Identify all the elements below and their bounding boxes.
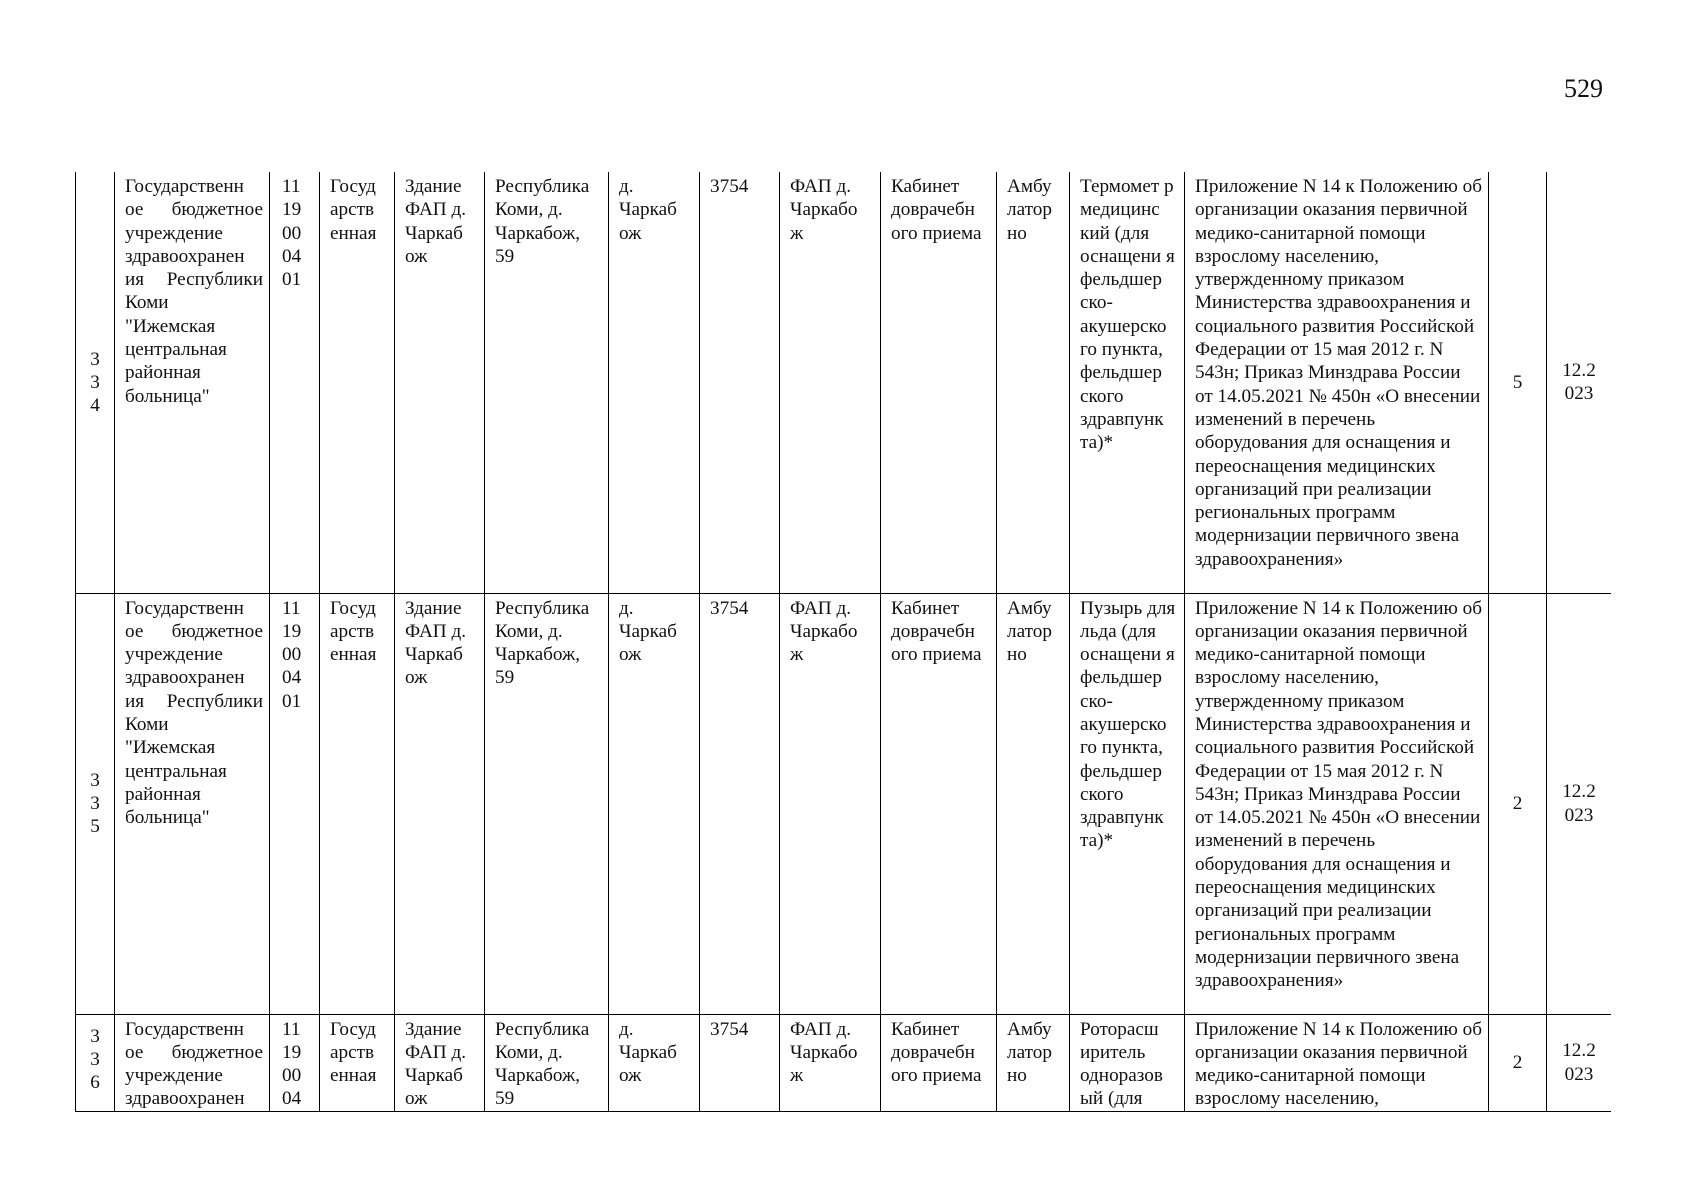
building-cell: Здание ФАП д. Чаркаб ож [395,172,485,593]
unit-cell: ФАП д. Чаркабо ж [780,172,881,593]
equipment-cell: Термомет р медицинс кий (для оснащени я фельдшер ско-акушерско го пункта, фельдшер ского здравпунк та)* [1070,172,1185,593]
room-cell: Кабинет доврачебн ого приема [881,593,997,1014]
row-number: 335 [90,769,100,837]
locality-cell: д. Чаркаб ож [609,1014,700,1111]
code-cell: 11 19 00 04 01 [270,593,320,1014]
building-cell: Здание ФАП д. Чаркаб ож [395,1014,485,1111]
legal-basis-cell: Приложение N 14 к Положению об организации оказания первичной медико-санитарной помощи взрослому населению, утвержденному приказом Министерства здравоохранения и социального развития Российской Федерации от 15 мая 2012 г. N 543н; Приказ Минздрава России от 14.05.2021 № 450н «О внесении изменений в перечень оборудования для оснащения и переоснащения медицинских организаций при реализации региональных программ модернизации первичного звена здравоохранения» [1185,172,1489,593]
locality-cell: д. Чаркаб ож [609,172,700,593]
address-cell: Республика Коми, д. Чаркабож, 59 [485,1014,609,1111]
table-row [76,172,1612,593]
date-cell: 12.2 023 [1547,593,1612,1014]
legal-basis-cell: Приложение N 14 к Положению об организации оказания первичной медико-санитарной помощи взрослому населению, утвержденному приказом Министерства здравоохранения и социального развития Российской Федерации от 15 мая 2012 г. N 543н; Приказ Минздрава России от 14.05.2021 № 450н «О внесении изменений в перечень оборудования для оснащения и переоснащения медицинских организаций при реализации региональных программ модернизации первичного звена здравоохранения» [1185,593,1489,1014]
care-type-cell: Амбу латор но [997,593,1070,1014]
organization-cell: Государственн ое бюджетное учреждение здравоохранен [115,1014,270,1111]
code-cell: 11 19 00 04 01 [270,172,320,593]
ownership-cell: Госуд арств енная [320,593,395,1014]
number-cell: 3754 [700,1014,780,1111]
locality-cell: д. Чаркаб ож [609,593,700,1014]
unit-cell: ФАП д. Чаркабо ж [780,1014,881,1111]
code-cell: 11 19 00 04 [270,1014,320,1111]
table-row [76,1014,1612,1111]
date-cell: 12.2 023 [1547,1014,1612,1111]
equipment-cell: Пузырь для льда (для оснащени я фельдшер ско-акушерско го пункта, фельдшер ского здравпунк та)* [1070,593,1185,1014]
care-type-cell: Амбу латор но [997,172,1070,593]
quantity-cell: 2 [1489,593,1547,1014]
ownership-cell: Госуд арств енная [320,172,395,593]
room-cell: Кабинет доврачебн ого приема [881,172,997,593]
table-row [76,593,1612,1014]
row-number-cell [76,1014,115,1111]
room-cell: Кабинет доврачебн ого приема [881,1014,997,1111]
number-cell: 3754 [700,172,780,593]
building-cell: Здание ФАП д. Чаркаб ож [395,593,485,1014]
equipment-table [75,172,1611,1112]
quantity-cell: 2 [1489,1014,1547,1111]
number-cell: 3754 [700,593,780,1014]
legal-basis-cell: Приложение N 14 к Положению об организации оказания первичной медико-санитарной помощи взрослому населению, [1185,1014,1489,1111]
row-number-cell [76,172,115,593]
care-type-cell: Амбу латор но [997,1014,1070,1111]
organization-cell: Государственн ое бюджетное учреждение здравоохранен ия Республики Коми "Ижемская центральная районная больница" [115,593,270,1014]
row-number: 334 [90,348,100,416]
equipment-table-wrapper [75,172,1611,1112]
equipment-cell: Роторасш иритель одноразов ый (для [1070,1014,1185,1111]
quantity-cell: 5 [1489,172,1547,593]
date-cell: 12.2 023 [1547,172,1612,593]
page-number: 529 [1564,74,1603,103]
unit-cell: ФАП д. Чаркабо ж [780,593,881,1014]
organization-cell: Государственн ое бюджетное учреждение здравоохранен ия Республики Коми "Ижемская центральная районная больница" [115,172,270,593]
table-body [76,172,1612,1111]
row-number: 336 [90,1025,100,1093]
address-cell: Республика Коми, д. Чаркабож, 59 [485,593,609,1014]
ownership-cell: Госуд арств енная [320,1014,395,1111]
row-number-cell [76,593,115,1014]
address-cell: Республика Коми, д. Чаркабож, 59 [485,172,609,593]
